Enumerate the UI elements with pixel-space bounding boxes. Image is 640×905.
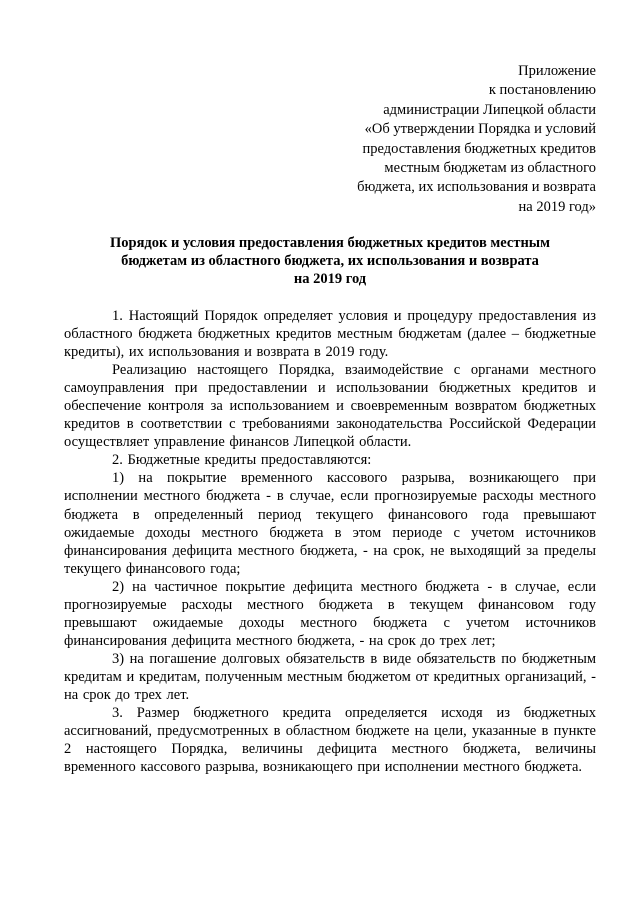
list-item-3: 3) на погашение долговых обязательств в виде обязательств по бюджетным кредитам и кредитам, полученным местным бюджетом от кредитных организаций, - на срок до трех лет. [64, 650, 596, 703]
appendix-line: предоставления бюджетных кредитов [362, 140, 596, 157]
title-line: на 2019 год [293, 271, 367, 287]
title-line: бюджетам из областного бюджета, их использования и возврата [121, 253, 539, 269]
document-title [64, 234, 596, 288]
appendix-line: на 2019 год» [518, 198, 596, 215]
paragraph-1: 1. Настоящий Порядок определяет условия и процедуру предоставления из областного бюджета бюджетных кредитов местным бюджетам (далее – бюджетные кредиты), их использования и возврата в 2019 году. [64, 308, 596, 361]
appendix-line: Приложение [518, 63, 596, 79]
appendix-header [296, 62, 596, 217]
appendix-line: к постановлению [488, 82, 596, 99]
document-body [64, 307, 596, 776]
paragraph-3: 3. Размер бюджетного кредита определяется исходя из бюджетных ассигнований, предусмотренных в областном бюджете на цели, указанные в пункте 2 настоящего Порядка, величины дефицита местного бюджета, величины временного кассового разрыва, возникающего при исполнении местного бюджета. [64, 705, 596, 776]
appendix-line: местным бюджетам из областного [384, 160, 596, 177]
paragraph-implementation: Реализацию настоящего Порядка, взаимодействие с органами местного самоуправления при предоставлении и использовании бюджетных кредитов и обеспечение контроля за использованием и своевременным возвратом бюджетных кредитов в соответствии с требованиями законодательства Российской Федерации осуществляет управление финансов Липецкой области. [64, 362, 596, 451]
paragraph-2: 2. Бюджетные кредиты предоставляются: [112, 452, 372, 469]
list-item-2: 2) на частичное покрытие дефицита местного бюджета - в случае, если прогнозируемые расходы местного бюджета в текущем финансовом году превышают ожидаемые доходы местного бюджета с учетом источников финансирования дефицита местного бюджета, - на срок до трех лет; [64, 578, 596, 649]
appendix-line: «Об утверждении Порядка и условий [364, 121, 596, 138]
appendix-line: бюджета, их использования и возврата [357, 179, 596, 196]
title-line: Порядок и условия предоставления бюджетных кредитов местным [109, 235, 551, 251]
list-item-1: 1) на покрытие временного кассового разрыва, возникающего при исполнении местного бюджета - в случае, если прогнозируемые расходы местного бюджета в определенный период текущего финансового года превышают ожидаемые доходы местного бюджета в этом периоде с учетом источников финансирования дефицита местного бюджета, - на срок, не выходящий за пределы текущего финансового года; [64, 470, 596, 577]
appendix-line: администрации Липецкой области [383, 101, 596, 118]
